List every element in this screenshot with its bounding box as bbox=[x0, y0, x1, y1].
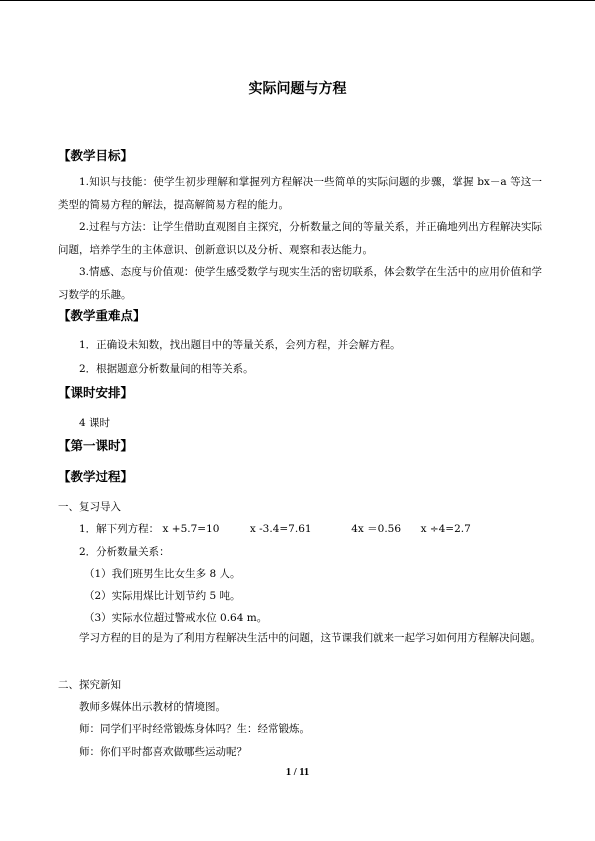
relation-1: （1）我们班男生比女生多 8 人。 bbox=[84, 568, 241, 580]
relation-2: （2）实际用煤比计划节约 5 吨。 bbox=[84, 590, 241, 602]
document-title: 实际问题与方程 bbox=[248, 81, 347, 97]
schedule-text: 4 课时 bbox=[79, 417, 111, 429]
part1-title: 一、复习导入 bbox=[58, 501, 121, 513]
intro-paragraph: 学习方程的目的是为了利用方程解决生活中的问题，这节课我们就来一起学习如何用方程解决问题。 bbox=[79, 632, 541, 644]
goal-paragraph-2: 2.过程与方法：让学生借助直观图自主探究，分析数量之间的等量关系，并正确地列出方程解决实际问题，培养学生的主体意识、创新意识以及分析、观察和表达能力。 bbox=[58, 221, 542, 256]
part2-line-3: 师：你们平时都喜欢做哪些运动呢？ bbox=[79, 746, 247, 758]
heading-teaching-process: 【教学过程】 bbox=[58, 469, 134, 484]
equation-4: x ÷4=2.7 bbox=[420, 523, 471, 535]
key-point-2: 2．根据题意分析数量间的相等关系。 bbox=[79, 363, 254, 375]
part2-line-1: 教师多媒体出示教材的情境图。 bbox=[79, 701, 226, 713]
key-point-1: 1．正确设未知数，找出题目中的等量关系，会列方程，并会解方程。 bbox=[79, 339, 401, 351]
goal-paragraph-1: 1.知识与技能：使学生初步理解和掌握列方程解决一些简单的实际问题的步骤，掌握 bx－a 等这一类型的简易方程的解法，提高解简易方程的能力。 bbox=[58, 176, 542, 211]
top-border bbox=[0, 0, 595, 1]
equation-1: x +5.7=10 bbox=[162, 523, 220, 535]
goal-paragraph-3: 3.情感、态度与价值观：使学生感受数学与现实生活的密切联系，体会数学在生活中的应用价值和学习数学的乐趣。 bbox=[58, 266, 542, 301]
part2-title: 二、探究新知 bbox=[58, 679, 121, 691]
item1-label: 1．解下列方程： bbox=[79, 523, 160, 535]
heading-teaching-goals: 【教学目标】 bbox=[58, 148, 134, 163]
equation-row bbox=[79, 522, 471, 536]
equation-2: x -3.4=7.61 bbox=[249, 523, 312, 535]
equation-3: 4x ＝0.56 bbox=[351, 523, 402, 535]
relation-3: （3）实际水位超过警戒水位 0.64 m。 bbox=[84, 612, 268, 624]
page-number: 1 / 11 bbox=[285, 767, 310, 778]
heading-key-points: 【教学重难点】 bbox=[58, 308, 146, 323]
heading-first-lesson: 【第一课时】 bbox=[58, 438, 134, 453]
item2-label: 2．分析数量关系： bbox=[79, 546, 170, 558]
part2-line-2: 师：同学们平时经常锻炼身体吗？生：经常锻炼。 bbox=[79, 723, 310, 735]
heading-schedule: 【课时安排】 bbox=[58, 385, 134, 400]
